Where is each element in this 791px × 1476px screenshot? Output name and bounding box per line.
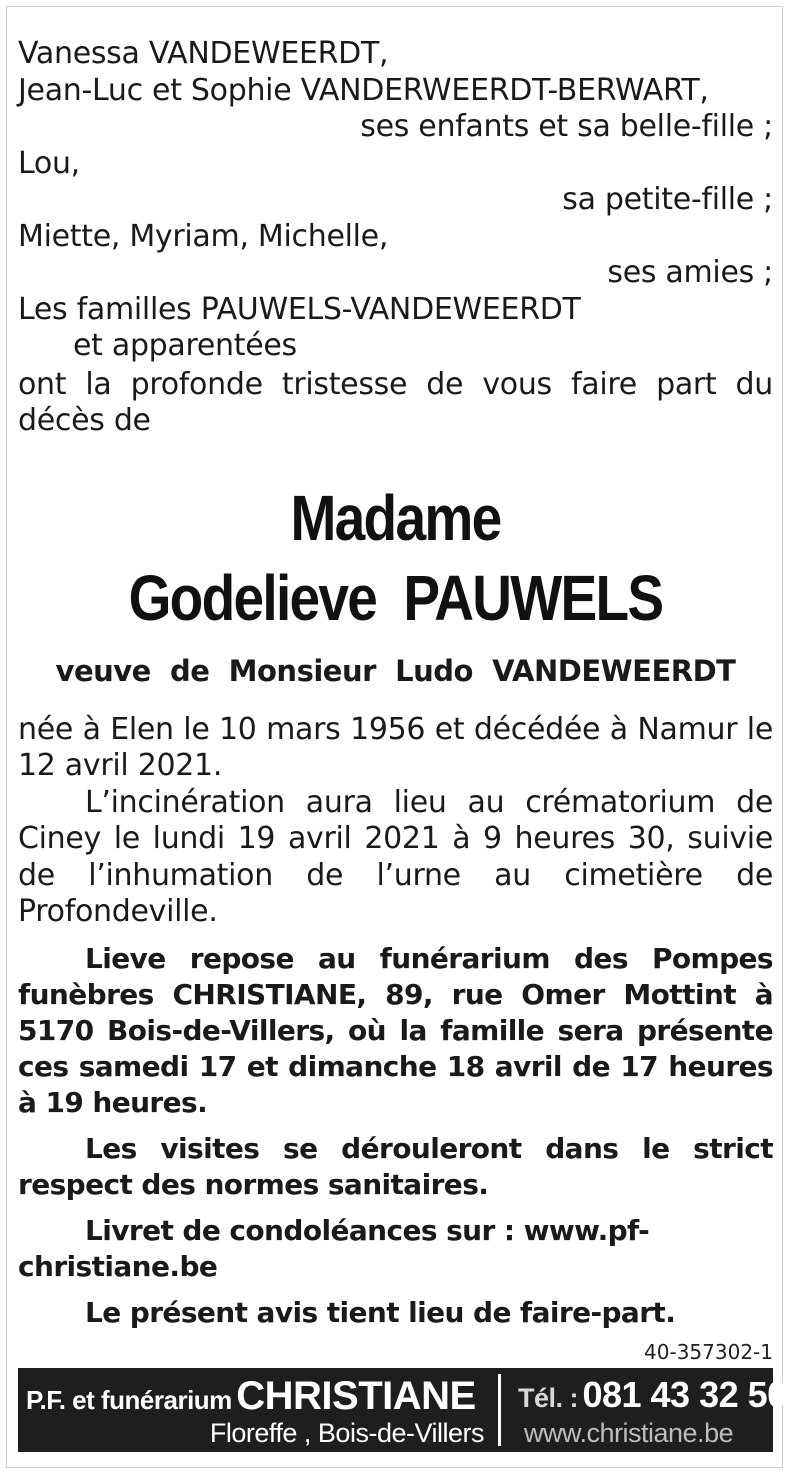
visits-details: Les visites se dérouleront dans le strict respect des normes sanitaires. xyxy=(18,1131,773,1201)
family-line-1: Vanessa VANDEWEERDT, xyxy=(18,36,389,71)
family-line-5: Les familles PAUWELS-VANDEWEERDT xyxy=(18,291,581,327)
banner-left xyxy=(18,1368,494,1452)
family-line-4: Miette, Myriam, Michelle, xyxy=(18,218,389,254)
repose-details: Lieve repose au funérarium des Pompes funèbres CHRISTIANE, 89, rue Omer Mottint à 5170 Bois-de-Villers, où la famille sera présente ces samedi 17 et dimanche 18 avril de 17 heures à 19 heures. xyxy=(18,941,773,1119)
ceremony-details: L’incinération aura lieu au crématorium de Ciney le lundi 19 avril 2021 à 9 heures 30, suivie de l’inhumation de l’urne au cimetière de Profondeville. xyxy=(18,784,773,929)
obituary-content xyxy=(18,36,773,1331)
banner-title-line xyxy=(26,1374,476,1419)
family-line-3: Lou, xyxy=(18,145,80,181)
banner-phone-line xyxy=(518,1374,787,1416)
birth-death-details: née à Elen le 10 mars 1956 et décédée à Namur le 12 avril 2021. xyxy=(18,711,773,783)
banner-website-link[interactable]: www.christiane.be xyxy=(524,1418,734,1448)
banner-brand: CHRISTIANE xyxy=(236,1374,476,1418)
deceased-name-block xyxy=(71,478,720,638)
banner-locations: Floreffe , Bois-de-Villers xyxy=(209,1418,484,1448)
banner-prefix: P.F. et funérarium xyxy=(26,1385,232,1415)
deceased-name: Godelieve PAUWELS xyxy=(128,561,663,634)
family-line-6: et apparentées xyxy=(73,328,297,363)
family-role-children: ses enfants et sa belle-fille ; xyxy=(360,109,773,144)
condolences-link[interactable]: Livret de condoléances sur : www.pf-christiane.be xyxy=(18,1213,650,1283)
notice-text: Le présent avis tient lieu de faire-part. xyxy=(85,1295,676,1329)
phone-label: Tél. : xyxy=(518,1383,579,1413)
announcement-text: ont la profonde tristesse de vous faire part du décès de xyxy=(18,366,773,438)
banner-divider xyxy=(498,1374,501,1446)
deceased-subtitle: veuve de Monsieur Ludo VANDEWEERDT xyxy=(55,653,736,688)
phone-number[interactable]: 081 43 32 50 xyxy=(582,1374,787,1415)
family-role-friends: ses amies ; xyxy=(607,255,773,290)
reference-number: 40-357302-1 xyxy=(644,1340,773,1364)
deceased-title: Madame xyxy=(290,481,501,554)
funeral-home-banner xyxy=(18,1368,787,1452)
family-role-granddaughter: sa petite-fille ; xyxy=(562,182,773,217)
family-line-2: Jean-Luc et Sophie VANDERWEERDT-BERWART, xyxy=(18,72,709,108)
